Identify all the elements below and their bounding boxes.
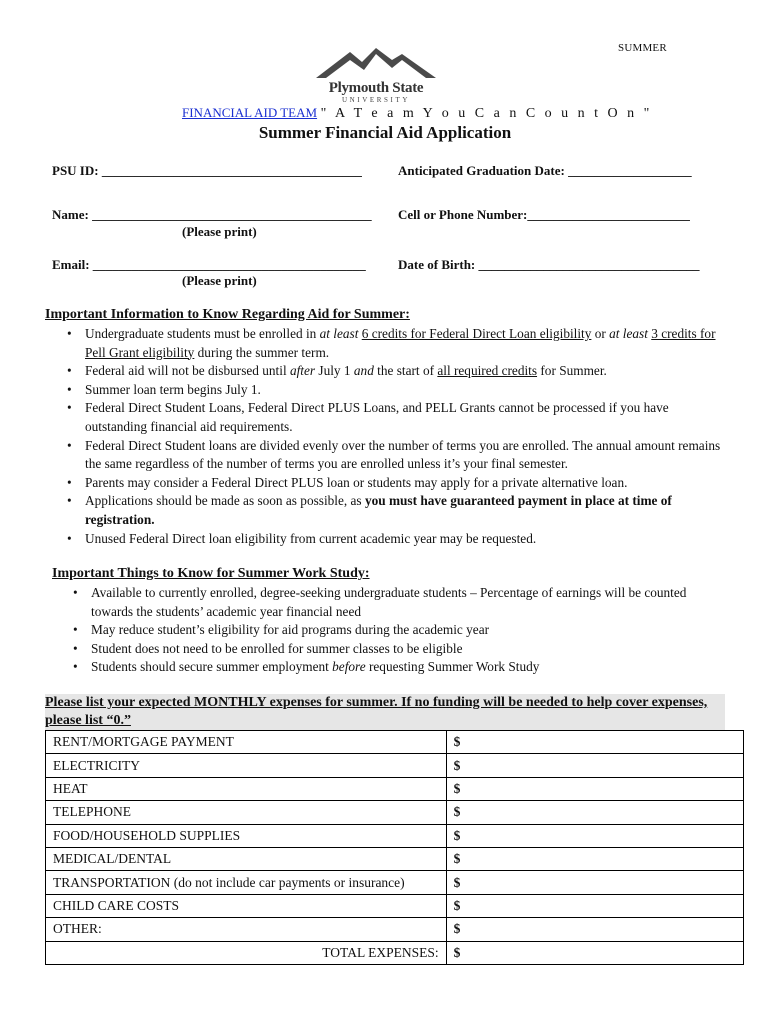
expense-label: HEAT (46, 777, 447, 800)
expense-label: MEDICAL/DENTAL (46, 847, 447, 870)
phone-field[interactable]: Cell or Phone Number:_________________________ (398, 207, 690, 222)
list-item: • Student does not need to be enrolled for summer classes to be eligible (67, 640, 729, 659)
list-item: • Applications should be made as soon as possible, as you must have guaranteed payment in place at time of registration. (61, 492, 729, 529)
expense-amount-field[interactable]: $ (446, 894, 743, 917)
logo-name: Plymouth State (328, 80, 424, 96)
list-item: • Federal Direct Student loans are divided evenly over the number of terms you are enrolled. The annual amount remains the same regardless of the number of terms you are enrolled unless it’s your final semester. (61, 437, 729, 474)
psu-id-field[interactable]: PSU ID: ________________________________________ (52, 163, 362, 178)
name-field[interactable]: Name: ___________________________________________ (52, 207, 372, 222)
expense-label: TRANSPORTATION (do not include car payments or insurance) (46, 871, 447, 894)
aid-section-heading: Important Information to Know Regarding Aid for Summer: (45, 307, 410, 322)
table-row (46, 777, 744, 800)
table-row (46, 731, 744, 754)
expense-amount-field[interactable]: $ (446, 824, 743, 847)
expense-amount-field[interactable]: $ (446, 754, 743, 777)
table-row (46, 847, 744, 870)
aid-info-list (61, 325, 729, 548)
list-item: • Available to currently enrolled, degree-seeking undergraduate students – Percentage of earnings will be counted towards the students’ academic year financial need (67, 584, 729, 621)
summer-label: SUMMER (618, 42, 667, 54)
list-item: • Parents may consider a Federal Direct PLUS loan or students may apply for a private alternative loan. (61, 474, 729, 493)
tagline (182, 105, 652, 122)
expense-amount-field[interactable]: $ (446, 918, 743, 941)
total-expenses-field[interactable]: $ (446, 941, 743, 964)
table-row (46, 894, 744, 917)
total-expenses-label: TOTAL EXPENSES: (46, 941, 447, 964)
table-row (46, 801, 744, 824)
graduation-date-field[interactable]: Anticipated Graduation Date: ___________________ (398, 163, 692, 178)
expense-amount-field[interactable]: $ (446, 871, 743, 894)
page-title: Summer Financial Aid Application (258, 123, 512, 142)
date-of-birth-field[interactable]: Date of Birth: __________________________________ (398, 257, 700, 272)
expense-label: OTHER: (46, 918, 447, 941)
list-item: • May reduce student’s eligibility for aid programs during the academic year (67, 621, 729, 640)
list-item: • Undergraduate students must be enrolled in at least 6 credits for Federal Direct Loan eligibility or at least 3 credits for Pell Grant eligibility during the summer term. (61, 325, 729, 362)
table-row (46, 871, 744, 894)
work-study-heading: Important Things to Know for Summer Work Study: (52, 566, 370, 581)
list-item: • Federal Direct Student Loans, Federal Direct PLUS Loans, and PELL Grants cannot be processed if you have outstanding financial aid requirements. (61, 399, 729, 436)
expense-amount-field[interactable]: $ (446, 801, 743, 824)
expense-label: FOOD/HOUSEHOLD SUPPLIES (46, 824, 447, 847)
expense-amount-field[interactable]: $ (446, 847, 743, 870)
expenses-heading: Please list your expected MONTHLY expenses for summer. If no funding will be needed to help cover expenses, please list “0.” (45, 694, 725, 730)
expenses-table (45, 730, 744, 965)
list-item: • Federal aid will not be disbursed until after July 1 and the start of all required credits for Summer. (61, 362, 729, 381)
financial-aid-team-link[interactable]: FINANCIAL AID TEAM (182, 105, 318, 120)
expense-label: TELEPHONE (46, 801, 447, 824)
expense-amount-field[interactable]: $ (446, 731, 743, 754)
expense-label: RENT/MORTGAGE PAYMENT (46, 731, 447, 754)
slogan: " A T e a m Y o u C a n C o u n t O n " (320, 106, 653, 121)
list-item: • Students should secure summer employment before requesting Summer Work Study (67, 658, 729, 677)
list-item: • Unused Federal Direct loan eligibility from current academic year may be requested. (61, 530, 729, 549)
table-row (46, 824, 744, 847)
expense-amount-field[interactable]: $ (446, 777, 743, 800)
name-hint: (Please print) (182, 224, 257, 239)
expense-label: CHILD CARE COSTS (46, 894, 447, 917)
expense-label: ELECTRICITY (46, 754, 447, 777)
email-field[interactable]: Email: __________________________________________ (52, 257, 366, 272)
work-study-list (67, 584, 729, 677)
email-hint: (Please print) (182, 273, 257, 288)
table-row-total (46, 941, 744, 964)
list-item: • Summer loan term begins July 1. (61, 381, 729, 400)
logo-university: UNIVERSITY (342, 96, 410, 104)
table-row (46, 918, 744, 941)
table-row (46, 754, 744, 777)
